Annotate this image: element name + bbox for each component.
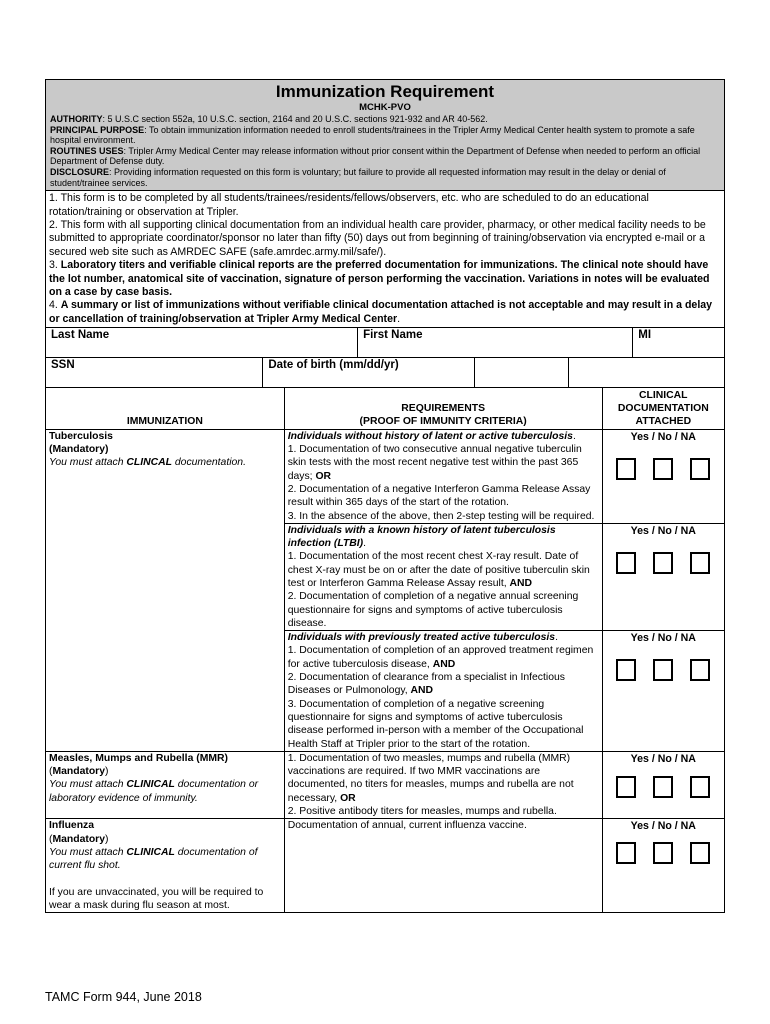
- na-checkbox[interactable]: [690, 842, 710, 864]
- documentation-header-line2: DOCUMENTATION: [617, 403, 709, 415]
- requirements-header-line2: (PROOF OF IMMUNITY CRITERIA): [359, 416, 527, 428]
- instructions: [46, 191, 724, 328]
- instruction-3: [49, 259, 721, 299]
- tb-g2-dot: .: [363, 538, 367, 550]
- flu-mask-note: If you are unvaccinated, you will be required to wear a mask during flu season at most.: [49, 886, 264, 911]
- authority-statement: [50, 114, 720, 125]
- mmr-mandatory-line: [49, 765, 281, 778]
- routine-text: : Tripler Army Medical Center may release information without prior consent within the Department of Defense when needed to perform an official Department of Defense duty.: [50, 145, 701, 167]
- tb-requirement-1: [284, 429, 602, 523]
- mmr-immunization-cell: [46, 751, 284, 818]
- flu-immunization-cell: [46, 819, 284, 912]
- routine-label: ROUTINES USES: [50, 145, 124, 156]
- mi-field[interactable]: [633, 328, 724, 357]
- ssn-row: [46, 358, 724, 388]
- mmr-doc: [602, 751, 724, 818]
- yes-checkbox[interactable]: [616, 552, 636, 574]
- checkbox-group: [606, 842, 721, 864]
- mmr-mandatory: Mandatory: [52, 766, 106, 778]
- requirements-header: [284, 388, 602, 429]
- dob-label: Date of birth (mm/dd/yr): [268, 359, 399, 372]
- instruction-4: [49, 299, 721, 326]
- documentation-header-line3: ATTACHED: [635, 416, 692, 428]
- authority-text: : 5 U.S.C section 552a, 10 U.S.C. section, 2164 and 20 U.S.C. sections 921-932 and AR 40-562.: [102, 114, 488, 124]
- tb-g1-title: Individuals without history of latent or active tuberculosis: [287, 430, 573, 442]
- mmr-requirement: [284, 751, 602, 818]
- mi-label: MI: [638, 329, 652, 342]
- mmr-attach-note: [49, 778, 281, 805]
- mmr-line1: 1. Documentation of two measles, mumps and rubella (MMR) vaccinations are required. If two MMR vaccinations are documented, no titers for measles, mumps and rubella are not necessary,: [287, 752, 574, 804]
- yna-label: Yes / No / NA: [630, 632, 696, 645]
- yes-checkbox[interactable]: [616, 776, 636, 798]
- tb-attach-note: [49, 456, 281, 469]
- flu-attach-note: [49, 846, 281, 873]
- yna-label: Yes / No / NA: [630, 752, 696, 765]
- tb-g2-line1: 1. Documentation of the most recent chest X-ray result. Date of chest X-ray must be on or after the date of positive tuberculin skin test or Interferon Gamma Release Assay result,: [287, 551, 590, 589]
- no-checkbox[interactable]: [653, 659, 673, 681]
- mmr-attach-post: documentation or laboratory evidence of immunity.: [49, 779, 259, 804]
- tb-name: Tuberculosis: [49, 430, 113, 442]
- immunization-table: [46, 388, 724, 912]
- form-footer: TAMC Form 944, June 2018: [45, 990, 202, 1004]
- checkbox-group: [606, 458, 721, 480]
- yna-label: Yes / No / NA: [630, 524, 696, 537]
- mmr-attach-pre: You must attach: [49, 779, 127, 791]
- flu-mandatory: Mandatory: [52, 833, 106, 845]
- dob-field[interactable]: [475, 358, 570, 387]
- flu-attach-post: documentation of current flu shot.: [49, 846, 258, 872]
- flu-doc: [602, 819, 724, 912]
- tb-g3-line3: 3. Documentation of completion of a negative screening questionnaire for signs and symptoms of active tuberculosis disease performed in-person with a member of the Occupational Health Staff at Tripler prior to the start of the rotation.: [287, 698, 584, 750]
- no-checkbox[interactable]: [653, 842, 673, 864]
- yes-checkbox[interactable]: [616, 659, 636, 681]
- na-checkbox[interactable]: [690, 776, 710, 798]
- immunization-form: [45, 79, 725, 913]
- flu-attach-pre: You must attach: [49, 846, 127, 858]
- tb-g2-and: AND: [509, 577, 532, 589]
- immunization-header-text: IMMUNIZATION: [126, 416, 203, 428]
- flu-mandatory-line: [49, 833, 281, 846]
- yna-label: Yes / No / NA: [630, 820, 696, 833]
- checkbox-group: [606, 552, 721, 574]
- mmr-paren-close: ): [105, 766, 109, 778]
- checkbox-group: [606, 776, 721, 798]
- flu-paren-open: (: [49, 833, 53, 845]
- immunization-header: [46, 388, 284, 429]
- table-row-mmr: [46, 751, 724, 818]
- flu-requirement: [284, 819, 602, 912]
- tb-requirement-2: [284, 523, 602, 630]
- disclosure-label: DISCLOSURE: [50, 166, 110, 177]
- tb-g1-or: OR: [315, 470, 332, 482]
- purpose-label: PRINCIPAL PURPOSE: [50, 124, 145, 135]
- requirements-header-line1: REQUIREMENTS: [401, 403, 486, 415]
- checkbox-group: [606, 659, 721, 681]
- tb-g1-line1: 1. Documentation of two consecutive annual negative tuberculin skin tests with the most recent negative test within the past 365 days;: [287, 444, 582, 482]
- na-checkbox[interactable]: [690, 659, 710, 681]
- table-header-row: [46, 388, 724, 429]
- instruction-4-end: .: [397, 312, 401, 325]
- tb-attach-bold: CLINCAL: [126, 457, 173, 469]
- mmr-line2: 2. Positive antibody titers for measles, mumps and rubella.: [287, 806, 557, 818]
- mmr-name: Measles, Mumps and Rubella (MMR): [49, 752, 228, 764]
- form-subtitle: MCHK-PVO: [359, 102, 411, 113]
- tb-doc-3: [602, 631, 724, 752]
- tb-g3-and1: AND: [432, 658, 456, 670]
- tb-immunization-cell: [46, 429, 284, 751]
- blank-cell: [569, 358, 724, 387]
- instruction-2: 2. This form with all supporting clinical documentation from an individual health care provider, pharmacy, or other medical facility needs to be submitted to appropriate coordinator/sponsor no later than fifty (50) days out from beginning of training/observation via encrypted e-mail or a secured web site such as AMRDEC SAFE (safe.amrdec.army.mil/safe/).: [49, 218, 706, 258]
- routine-uses-statement: [50, 146, 720, 167]
- no-checkbox[interactable]: [653, 776, 673, 798]
- tb-g2-title: Individuals with a known history of latent tuberculosis infection (LTBI): [287, 524, 556, 550]
- mmr-or: OR: [340, 792, 356, 804]
- dob-label-cell: [263, 358, 474, 387]
- disclosure-statement: [50, 167, 720, 188]
- no-checkbox[interactable]: [653, 552, 673, 574]
- tb-attach-post: documentation.: [172, 457, 246, 469]
- tb-g3-dot: .: [555, 632, 558, 644]
- tb-doc-2: [602, 523, 724, 630]
- ssn-label: SSN: [51, 359, 75, 372]
- last-name-label: Last Name: [51, 329, 110, 342]
- disclosure-text: : Providing information requested on this form is voluntary; but failure to provide all requested information may result in the delay or denial of student/trainee services.: [50, 166, 666, 188]
- mmr-paren-open: (: [49, 766, 53, 778]
- no-checkbox[interactable]: [653, 458, 673, 480]
- form-header: [46, 80, 724, 191]
- yes-checkbox[interactable]: [616, 842, 636, 864]
- tb-g3-line2: 2. Documentation of clearance from a specialist in Infectious Diseases or Pulmonology,: [287, 672, 565, 697]
- table-row-influenza: [46, 819, 724, 912]
- tb-g3-title: Individuals with previously treated active tuberculosis: [287, 632, 556, 644]
- name-row: [46, 328, 724, 358]
- instruction-3-number: 3.: [49, 259, 61, 272]
- purpose-statement: [50, 125, 720, 146]
- instruction-4-text: A summary or list of immunizations without verifiable clinical documentation attached is not acceptable and may result in a delay or cancellation of training/observation at Tripler Army Medical Center: [49, 299, 713, 325]
- flu-line1: Documentation of annual, current influenza vaccine.: [287, 820, 527, 832]
- na-checkbox[interactable]: [690, 458, 710, 480]
- yes-checkbox[interactable]: [616, 458, 636, 480]
- tb-requirement-3: [284, 631, 602, 752]
- first-name-field[interactable]: [358, 328, 633, 357]
- flu-attach-bold: CLINICAL: [126, 846, 175, 858]
- tb-g1-dot: .: [572, 430, 576, 442]
- ssn-field[interactable]: [46, 358, 263, 387]
- documentation-header-line1: CLINICAL: [639, 389, 688, 401]
- tb-doc-1: [602, 429, 724, 523]
- tb-mandatory: (Mandatory): [49, 444, 109, 456]
- instruction-3-text: Laboratory titers and verifiable clinical reports are the preferred documentation for immunizations. The clinical note should have the lot number, anatomical site of vaccination, signature of person performing the vaccination. Variations in notes will be evaluated on a case by case basis.: [49, 259, 710, 298]
- yna-label: Yes / No / NA: [630, 430, 696, 443]
- flu-name: Influenza: [49, 820, 95, 832]
- flu-paren-close: ): [105, 833, 109, 845]
- tb-g3-line1: 1. Documentation of completion of an approved treatment regimen for active tuberculosis disease,: [287, 645, 594, 670]
- tb-g1-line2: 2. Documentation of a negative Interferon Gamma Release Assay result within 365 days of the start of the rotation.: [287, 483, 591, 509]
- tb-g1-line3: 3. In the absence of the above, then 2-step testing will be required.: [287, 510, 595, 522]
- purpose-text: : To obtain immunization information needed to enroll students/trainees in the Tripler Army Medical Center health system to promote a safe hospital environment.: [50, 124, 695, 146]
- tb-g3-and2: AND: [410, 685, 434, 697]
- documentation-header: [602, 388, 724, 429]
- na-checkbox[interactable]: [690, 552, 710, 574]
- mmr-attach-bold: CLINICAL: [126, 779, 175, 791]
- tb-attach-pre: You must attach: [49, 457, 127, 469]
- table-row-tb-1: [46, 429, 724, 523]
- last-name-field[interactable]: [46, 328, 358, 357]
- authority-label: AUTHORITY: [50, 114, 103, 124]
- first-name-label: First Name: [363, 329, 423, 342]
- instruction-4-number: 4.: [49, 299, 61, 312]
- tb-g2-line2: 2. Documentation of completion of a negative annual screening questionnaire for signs and symptoms of active tuberculosis disease.: [287, 591, 579, 629]
- form-title: Immunization Requirement: [275, 82, 495, 101]
- instruction-1: 1. This form is to be completed by all students/trainees/residents/fellows/observers, etc. who are scheduled to do an educational rotation/training or observation at Tripler.: [49, 192, 649, 218]
